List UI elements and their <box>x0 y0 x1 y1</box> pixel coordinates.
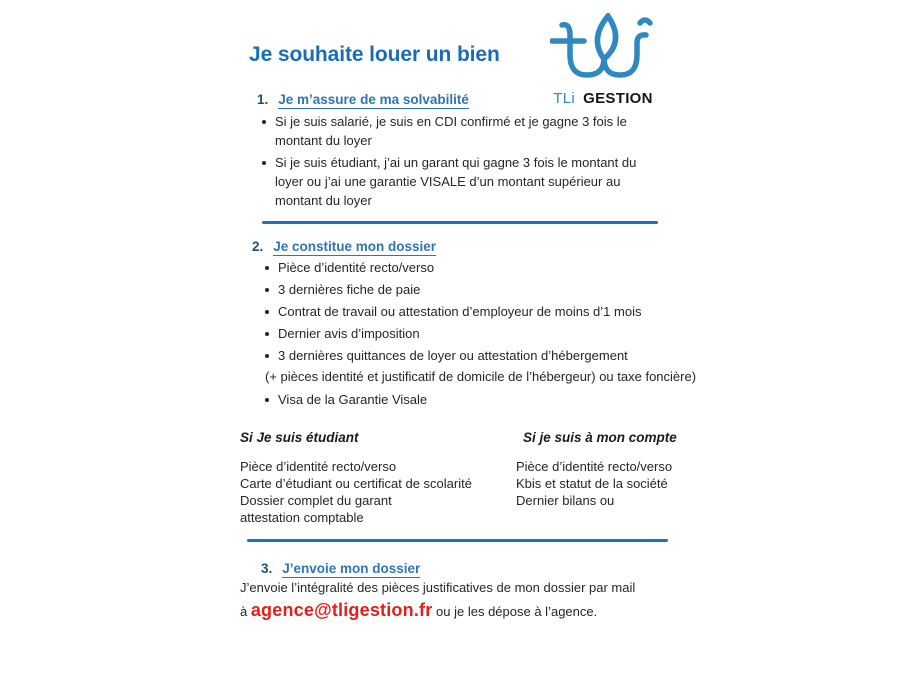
section-divider <box>247 539 668 542</box>
list-item-text: Contrat de travail ou attestation d’employeur de moins d’1 mois <box>278 304 642 319</box>
list-item-text: Dernier avis d’imposition <box>278 326 420 341</box>
section-2-heading <box>252 239 436 254</box>
list-item-text: 3 dernières fiche de paie <box>278 282 421 297</box>
bullet-icon <box>265 310 269 314</box>
page-title: Je souhaite louer un bien <box>249 43 500 66</box>
section-2-heading-text: Je constitue mon dossier <box>273 239 437 254</box>
student-column <box>240 429 510 526</box>
column-line: Pièce d’identité recto/verso <box>240 459 397 474</box>
list-item-text: 3 dernières quittances de loyer ou attestation d’hébergement <box>278 348 628 363</box>
bullet-icon <box>265 288 269 292</box>
section-2-number: 2. <box>252 239 264 254</box>
section-divider <box>262 221 658 224</box>
tli-logo-icon <box>550 13 656 85</box>
list-item-text: Visa de la Garantie Visale <box>278 391 428 407</box>
dossier-bullet-list <box>265 258 697 412</box>
bullet-icon <box>265 354 269 358</box>
list-item <box>265 302 697 321</box>
list-item-text: Pièce d’identité recto/verso <box>278 260 435 275</box>
self-employed-column <box>516 429 696 509</box>
closing-prefix: à <box>240 604 251 619</box>
closing-line-2 <box>240 601 690 621</box>
closing-line-1: J’envoie l’intégralité des pièces justificatives de mon dossier par mail <box>240 580 636 595</box>
bullet-icon <box>265 398 269 402</box>
list-item-text: Si je suis étudiant, j’ai un garant qui gagne 3 fois le montant du loyer ou j’ai une garantie VISALE d’un montant supérieur au montant du loyer <box>275 155 637 208</box>
list-item <box>265 280 697 299</box>
section-3-heading-text: J’envoie mon dossier <box>282 561 421 576</box>
logo-suffix-text: GESTION <box>583 90 653 107</box>
tli-gestion-logo <box>541 13 665 107</box>
logo-wordmark <box>541 90 665 107</box>
section-1-heading <box>257 92 469 107</box>
closing-suffix: ou je les dépose à l’agence. <box>432 604 598 619</box>
section-3-number: 3. <box>261 561 273 576</box>
column-line: attestation comptable <box>240 510 364 525</box>
self-employed-column-header: Si je suis à mon compte <box>523 430 677 445</box>
list-item <box>265 346 697 365</box>
bullet-icon <box>262 161 266 165</box>
list-item <box>262 153 647 210</box>
agency-email-link[interactable]: agence@tligestion.fr <box>250 600 433 620</box>
list-item <box>265 324 697 343</box>
column-line: Dernier bilans ou <box>516 493 615 508</box>
bullet-icon <box>265 266 269 270</box>
section-3-heading <box>261 561 420 576</box>
list-item <box>262 112 647 150</box>
closing-paragraph <box>240 579 690 621</box>
bullet-icon <box>265 332 269 336</box>
bullet-continuation-text: (+ pièces identité et justificatif de domicile de l’hébergeur) ou taxe foncière) <box>265 369 697 384</box>
column-line: Dossier complet du garant <box>240 493 392 508</box>
list-item-text: Si je suis salarié, je suis en CDI confirmé et je gagne 3 fois le montant du loyer <box>275 114 627 148</box>
bullet-icon <box>262 120 266 124</box>
section-1-number: 1. <box>257 92 269 107</box>
list-item <box>265 390 697 409</box>
logo-brand-text: TLi <box>553 90 575 107</box>
section-1-heading-text: Je m’assure de ma solvabilité <box>278 92 469 107</box>
student-column-header: Si Je suis étudiant <box>240 430 359 445</box>
solvency-bullet-list <box>262 112 647 213</box>
column-line: Kbis et statut de la société <box>516 476 668 491</box>
list-item <box>265 258 697 277</box>
column-line: Carte d’étudiant ou certificat de scolarité <box>240 476 472 491</box>
column-line: Pièce d’identité recto/verso <box>516 459 673 474</box>
